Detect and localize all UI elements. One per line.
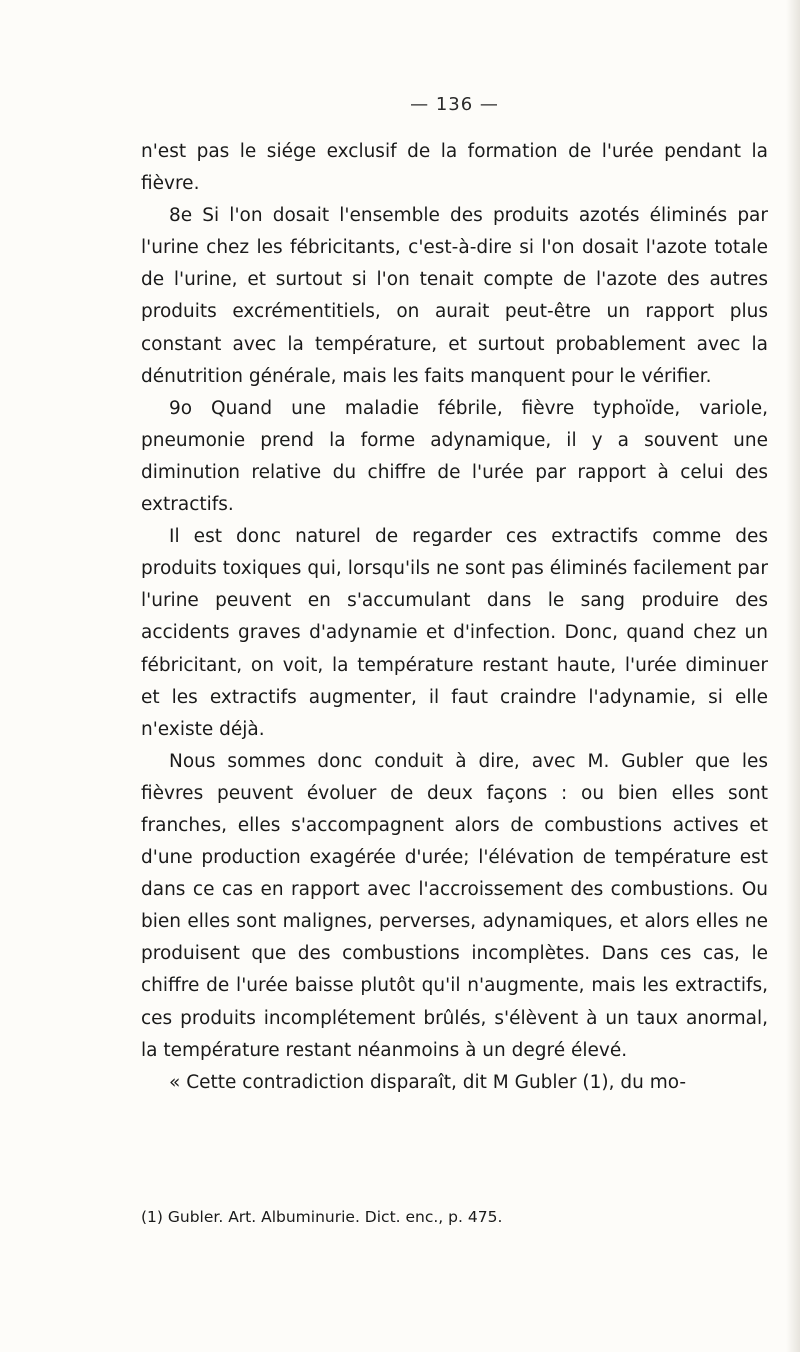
paragraph-9: 9o Quand une maladie fébrile, fièvre typhoïde, variole, pneumonie prend la forme adynamique, il y a souvent une diminution relative du chiffre de l'urée par rapport à celui des extractifs. xyxy=(141,397,768,516)
footnote: (1) Gubler. Art. Albuminurie. Dict. enc., p. 475. xyxy=(141,1208,503,1226)
paragraph-gubler: Nous sommes donc conduit à dire, avec M. Gubler que les fièvres peuvent évoluer de deux façons : ou bien elles sont franches, elles s'accompagnent alors de combustions actives et d'une production exagérée d'urée; l'élévation de température est dans ce cas en rapport avec l'accroissement des combustions. Ou bien elles sont malignes, perverses, adynamiques, et alors elles ne produisent que des combustions incomplètes. Dans ces cas, le chiffre de l'urée baisse plutôt qu'il n'augmente, mais les extractifs, ces produits incomplétement brûlés, s'élèvent à un taux anormal, la température restant néanmoins à un degré élevé. xyxy=(141,750,768,1061)
paragraph-continued: n'est pas le siége exclusif de la formation de l'urée pendant la fièvre. xyxy=(141,141,768,195)
page-number: — 136 — xyxy=(410,94,499,115)
paragraph-extractifs: Il est donc naturel de regarder ces extractifs comme des produits toxiques qui, lorsqu'ils ne sont pas éliminés facilement par l'urine peuvent en s'accumulant dans le sang produire des accidents graves d'adynamie et d'infection. Donc, quand chez un fébricitant, on voit, la température restant haute, l'urée diminuer et les extractifs augmenter, il faut craindre l'adynamie, si elle n'existe déjà. xyxy=(141,526,768,740)
page-edge-shadow xyxy=(786,0,800,1352)
body-text xyxy=(141,136,768,1099)
paragraph-8: 8e Si l'on dosait l'ensemble des produits azotés éliminés par l'urine chez les fébricitants, c'est-à-dire si l'on dosait l'azote totale de l'urine, et surtout si l'on tenait compte de l'azote des autres produits excrémentitiels, on aurait peut-être un rapport plus constant avec la température, et surtout probablement avec la dénutrition générale, mais les faits manquent pour le vérifier. xyxy=(141,205,768,387)
paragraph-quote: « Cette contradiction disparaît, dit M Gubler (1), du mo- xyxy=(169,1071,687,1093)
